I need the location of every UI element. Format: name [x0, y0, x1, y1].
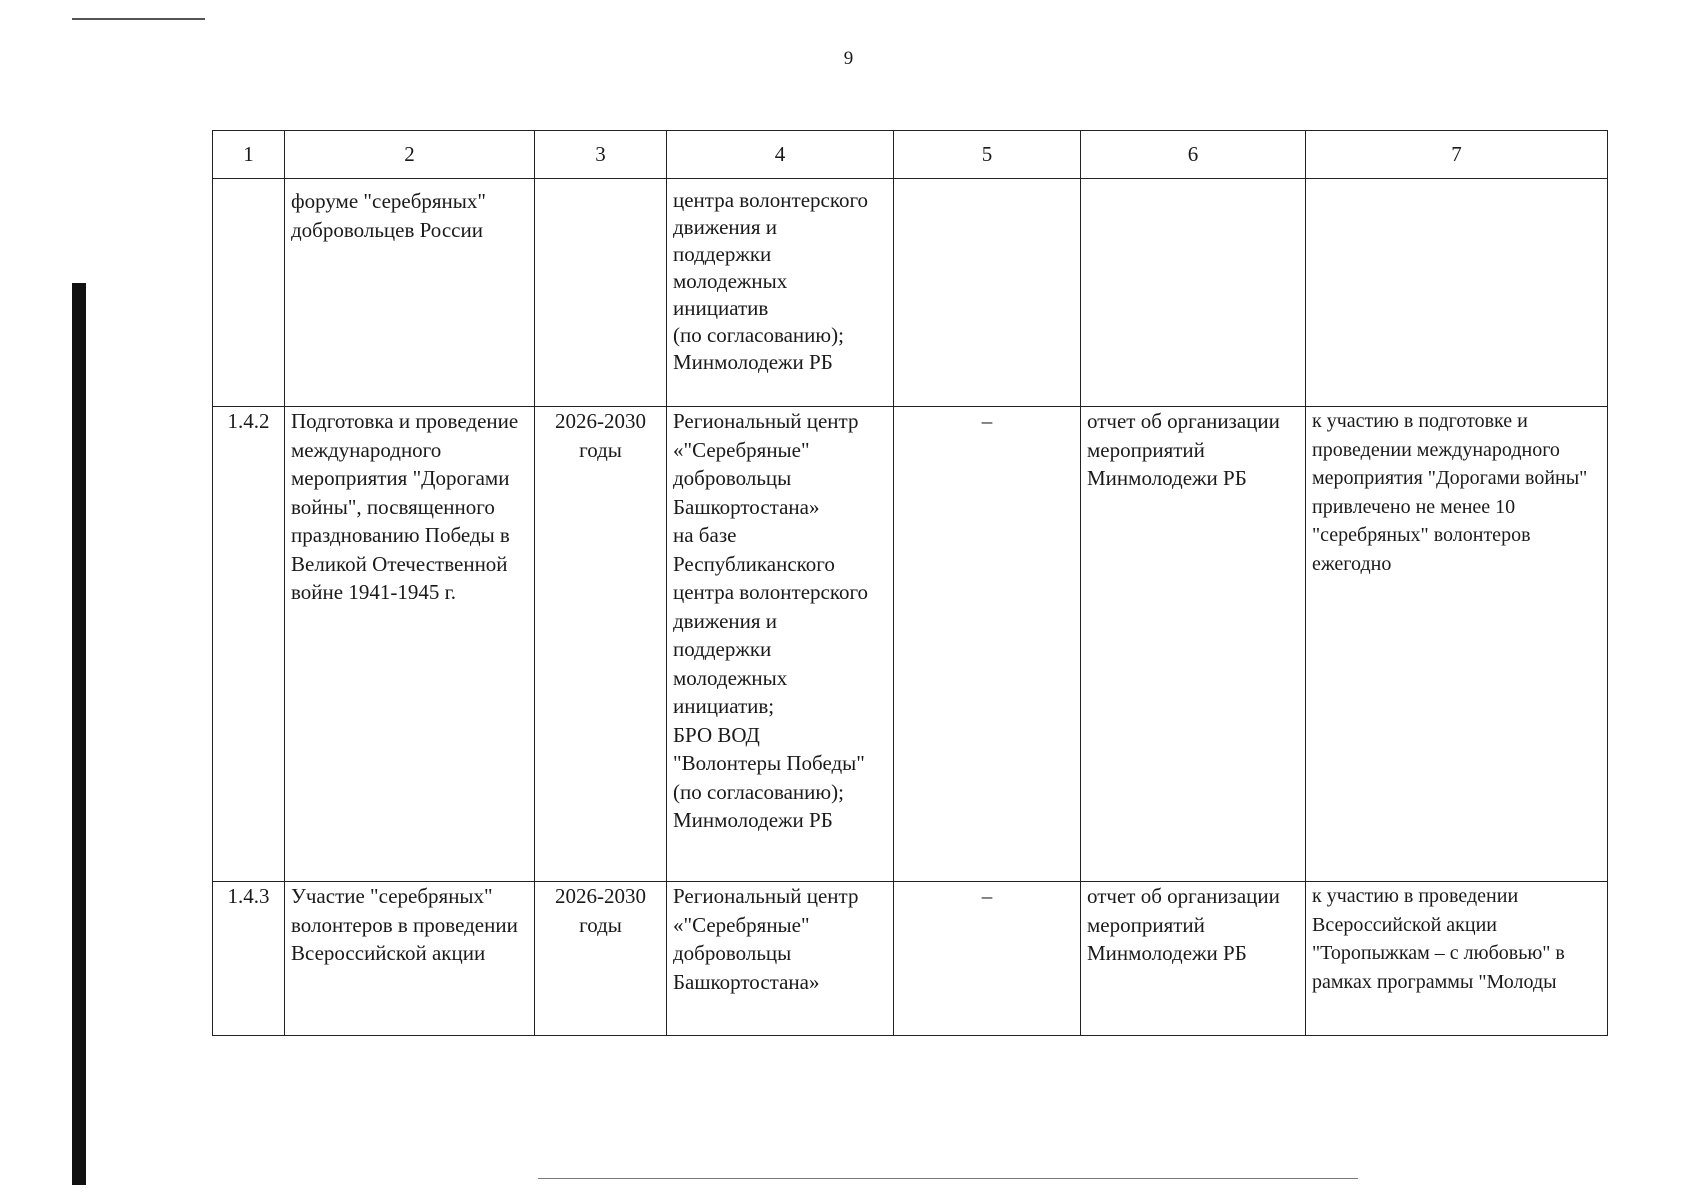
- table-row: [213, 179, 1608, 407]
- event-name: Участие "серебряных" волонтеров в проведении Всероссийской акции: [285, 882, 535, 1036]
- row-number: [213, 179, 285, 407]
- indicator: к участию в подготовке и проведении международного мероприятия "Дорогами войны" привлечено не менее 10 "серебряных" волонтеров ежегодно: [1306, 407, 1608, 882]
- header-col-3: 3: [535, 131, 667, 179]
- executor: [667, 407, 894, 882]
- scan-edge-top: [72, 18, 205, 20]
- table-row: [213, 882, 1608, 1036]
- executor: [667, 179, 894, 407]
- header-col-6: 6: [1081, 131, 1306, 179]
- header-col-5: 5: [894, 131, 1081, 179]
- executor-text: центра волонтерского движения и поддержки молодежных инициатив (по согласованию); Минмолодежи РБ: [673, 188, 869, 374]
- period: [535, 179, 667, 407]
- event-name: форуме "серебряных" добровольцев России: [285, 179, 535, 407]
- plan-table: [212, 130, 1608, 1036]
- header-col-1: 1: [213, 131, 285, 179]
- row-number: 1.4.3: [213, 882, 285, 1036]
- result: [1081, 179, 1306, 407]
- executor-text: Региональный центр «"Серебряные" добровольцы Башкортостана» на базе Республиканского центра волонтерского движения и поддержки молодежных инициатив; БРО ВОД "Волонтеры Победы" (по согласованию); Минмолодежи РБ: [673, 409, 869, 832]
- indicator: [1306, 179, 1608, 407]
- funding: [894, 179, 1081, 407]
- executor-text: Региональный центр «"Серебряные" добровольцы Башкортостана»: [673, 884, 859, 994]
- table-row: [213, 407, 1608, 882]
- result: отчет об организации мероприятий Минмолодежи РБ: [1081, 407, 1306, 882]
- indicator: к участию в проведении Всероссийской акции "Торопыжкам – с любовью" в рамках программы "Молоды: [1306, 882, 1608, 1036]
- scan-edge-left: [72, 283, 86, 1185]
- funding: –: [894, 407, 1081, 882]
- result: отчет об организации мероприятий Минмолодежи РБ: [1081, 882, 1306, 1036]
- funding: –: [894, 882, 1081, 1036]
- header-col-2: 2: [285, 131, 535, 179]
- header-row: [213, 131, 1608, 179]
- header-col-4: 4: [667, 131, 894, 179]
- header-col-7: 7: [1306, 131, 1608, 179]
- executor: [667, 882, 894, 1036]
- scan-edge-bottom: [538, 1178, 1358, 1179]
- period: 2026-2030 годы: [535, 407, 667, 882]
- page-number: 9: [843, 48, 854, 69]
- event-name: Подготовка и проведение международного мероприятия "Дорогами войны", посвященного празднованию Победы в Великой Отечественной войне 1941-1945 г.: [285, 407, 535, 882]
- period: 2026-2030 годы: [535, 882, 667, 1036]
- row-number: 1.4.2: [213, 407, 285, 882]
